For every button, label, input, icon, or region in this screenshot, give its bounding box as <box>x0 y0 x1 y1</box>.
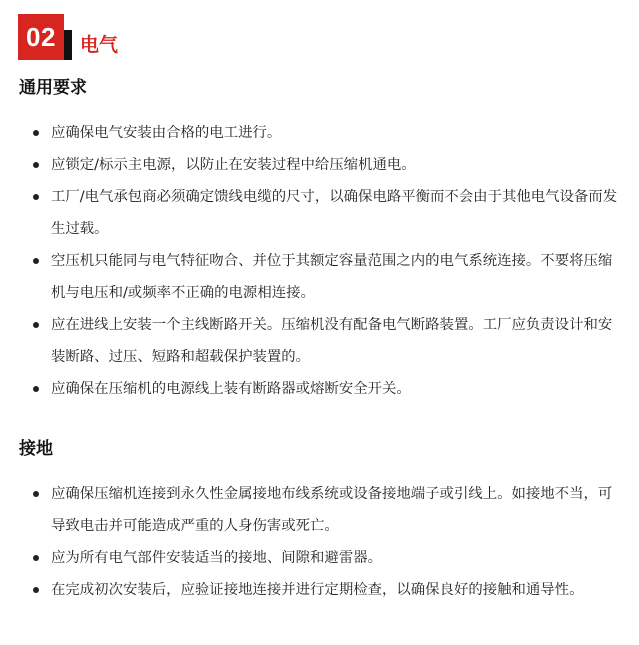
list-item <box>32 117 624 149</box>
bullet-icon <box>33 322 39 328</box>
bullet-icon <box>33 386 39 392</box>
bullet-icon <box>33 587 39 593</box>
list-item <box>32 149 624 181</box>
bullet-icon <box>33 555 39 561</box>
list-item <box>32 373 624 405</box>
list-item-text: 应确保电气安装由合格的电工进行。 <box>51 125 282 141</box>
bullet-icon <box>33 130 39 136</box>
grounding-heading: 接地 <box>19 439 53 459</box>
header-accent-bar <box>64 30 72 60</box>
list-item <box>32 478 624 542</box>
list-item-text: 工厂/电气承包商必须确定馈线电缆的尺寸，以确保电路平衡而不会由于其他电气设备而发生过载。 <box>51 189 618 237</box>
section-number: 02 <box>26 21 56 52</box>
list-item-text: 应锁定/标示主电源，以防止在安装过程中给压缩机通电。 <box>51 157 416 173</box>
section-header <box>18 14 118 60</box>
list-item <box>32 181 624 245</box>
bullet-icon <box>33 162 39 168</box>
bullet-icon <box>33 258 39 264</box>
general-requirements-list <box>32 117 624 405</box>
list-item-text: 应在进线上安装一个主线断路开关。压缩机没有配备电气断路装置。工厂应负责设计和安装断路、过压、短路和超载保护装置的。 <box>51 317 613 365</box>
section-title: 电气 <box>80 34 119 56</box>
list-item <box>32 245 624 309</box>
bullet-icon <box>33 194 39 200</box>
list-item-text: 应确保压缩机连接到永久性金属接地布线系统或设备接地端子或引线上。如接地不当，可导致电击并可能造成严重的人身伤害或死亡。 <box>51 486 613 534</box>
list-item-text: 空压机只能同与电气特征吻合、并位于其额定容量范围之内的电气系统连接。不要将压缩机与电压和/或频率不正确的电源相连接。 <box>51 253 613 301</box>
list-item <box>32 309 624 373</box>
bullet-icon <box>33 491 39 497</box>
list-item-text: 应为所有电气部件安装适当的接地、间隙和避雷器。 <box>51 550 382 566</box>
list-item <box>32 574 624 606</box>
list-item-text: 在完成初次安装后，应验证接地连接并进行定期检查，以确保良好的接触和通导性。 <box>51 582 584 598</box>
general-requirements-heading: 通用要求 <box>19 78 87 98</box>
grounding-list <box>32 478 624 606</box>
list-item-text: 应确保在压缩机的电源线上装有断路器或熔断安全开关。 <box>51 381 411 397</box>
section-number-badge <box>18 14 64 60</box>
list-item <box>32 542 624 574</box>
